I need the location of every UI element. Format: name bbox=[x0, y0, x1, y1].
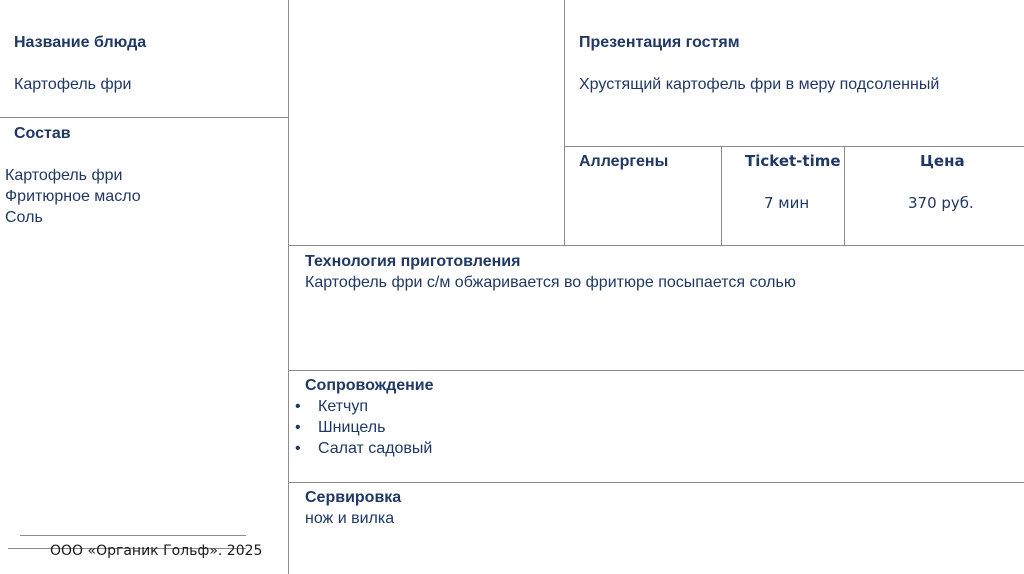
presentation-heading: Презентация гостям bbox=[579, 34, 740, 51]
serving-value: нож и вилка bbox=[305, 510, 395, 527]
accompaniment-item: Кетчуп bbox=[318, 398, 369, 415]
ticket-time-value: 7 мин bbox=[764, 194, 810, 212]
technology-heading: Технология приготовления bbox=[305, 253, 521, 270]
bullet-icon: • bbox=[295, 398, 301, 415]
accompaniment-heading: Сопровождение bbox=[305, 377, 434, 394]
accompaniment-item: Шницель bbox=[318, 419, 386, 436]
bullet-icon: • bbox=[295, 419, 301, 436]
ticket-time-heading: Ticket-time bbox=[745, 152, 841, 170]
dish-name-value: Картофель фри bbox=[14, 76, 132, 93]
accompaniment-item: Салат садовый bbox=[318, 440, 433, 457]
list-item bbox=[290, 417, 432, 438]
divider-top-technology bbox=[288, 245, 1024, 246]
composition-item: Фритюрное масло bbox=[5, 188, 141, 205]
composition-item: Картофель фри bbox=[5, 167, 123, 184]
footer-rule-top bbox=[20, 535, 246, 536]
divider-dish-composition bbox=[0, 117, 288, 118]
divider-technology-accompaniment bbox=[288, 370, 1024, 371]
allergens-heading: Аллергены bbox=[579, 153, 669, 170]
footer-copyright: ООО «Органик Гольф». 2025 bbox=[50, 543, 263, 559]
list-item bbox=[290, 438, 432, 459]
price-heading: Цена bbox=[920, 152, 965, 170]
composition-heading: Состав bbox=[14, 125, 71, 142]
bullet-icon: • bbox=[295, 440, 301, 457]
divider-accompaniment-serving bbox=[288, 482, 1024, 483]
list-item bbox=[290, 396, 432, 417]
dish-name-heading: Название блюда bbox=[14, 34, 147, 51]
divider-right-column bbox=[564, 0, 565, 245]
serving-heading: Сервировка bbox=[305, 489, 402, 506]
technology-value: Картофель фри с/м обжаривается во фритюре посыпается солью bbox=[305, 274, 796, 291]
divider-presentation-allergens bbox=[564, 146, 1024, 147]
divider-ticket-price bbox=[844, 146, 845, 245]
divider-allergens-ticket bbox=[721, 146, 722, 245]
composition-item: Соль bbox=[5, 209, 43, 226]
price-value: 370 руб. bbox=[908, 194, 974, 212]
presentation-value: Хрустящий картофель фри в меру подсоленный bbox=[579, 76, 940, 93]
accompaniment-list bbox=[290, 396, 432, 459]
divider-left-column bbox=[288, 0, 289, 574]
